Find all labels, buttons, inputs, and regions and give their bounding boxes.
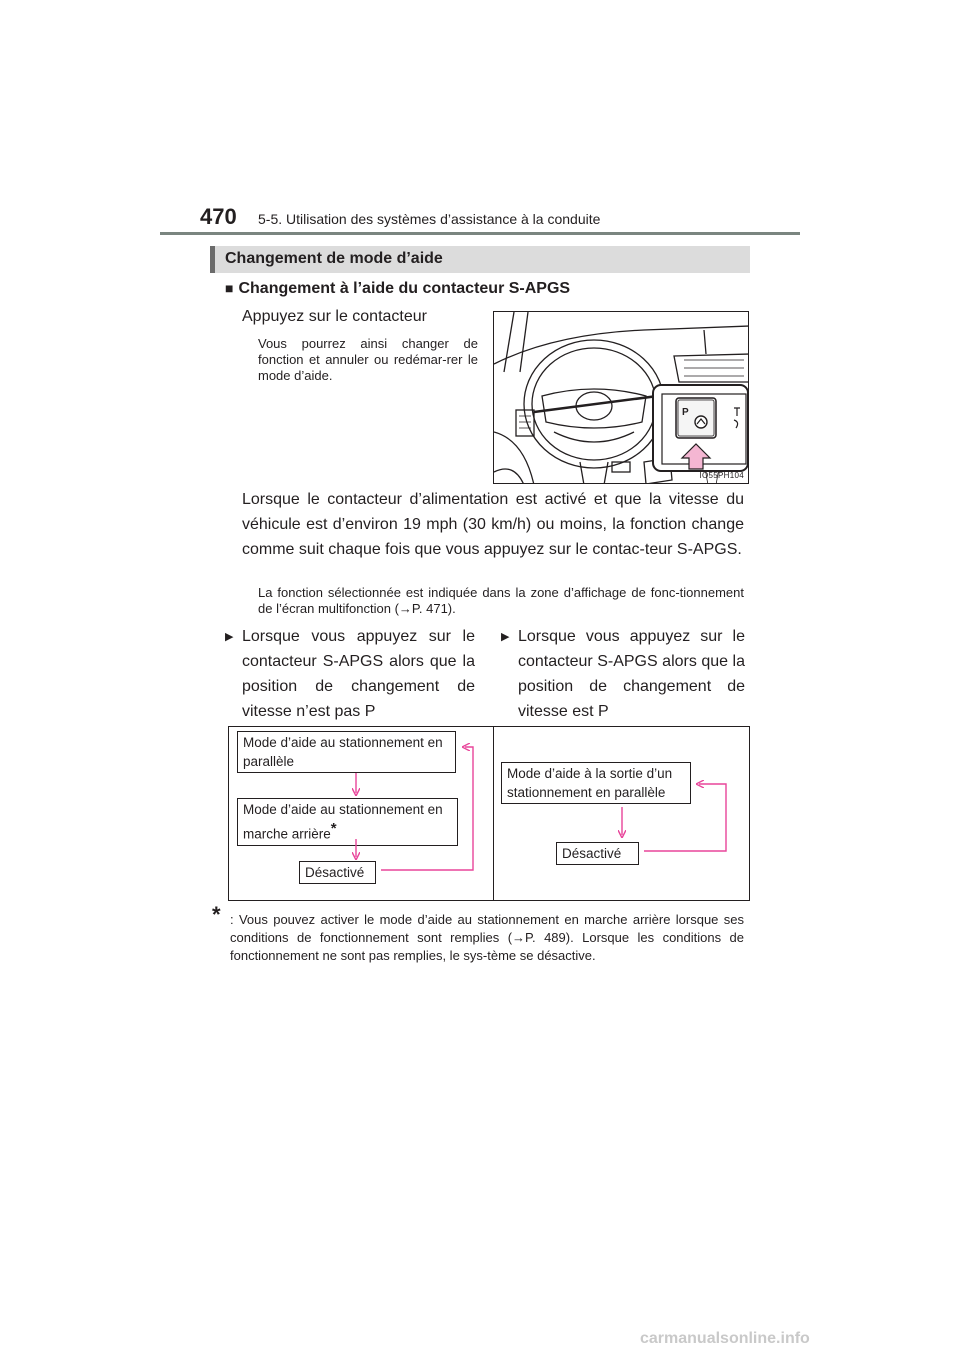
header-rule [160,232,800,235]
instruction-text: Appuyez sur le contacteur [242,308,427,325]
illustration-code: IO55PH104 [699,471,744,480]
mode-cycle-diagram [228,726,750,901]
dashboard-drawing [494,312,749,484]
watermark: carmanualsonline.info [640,1330,810,1347]
case-not-p [225,624,475,724]
svg-text:P: P [682,407,689,418]
steering-wheel-illustration [493,311,749,484]
mode-label: Mode d’aide au stationnement en marche arrière [243,802,443,842]
mode-label: Mode d’aide au stationnement en parallèle [243,735,443,769]
arrow-return-right [644,784,726,851]
page-number: 470 [200,204,237,229]
mode-label: Mode d’aide à la sortie d’un stationnement en parallèle [507,766,673,800]
section-title: Changement de mode d’aide [225,250,443,267]
body-paragraph: Lorsque le contacteur d’alimentation est activé et que la vitesse du véhicule est d’environ 19 mph (30 km/h) ou moins, la fonction change comme suit chaque fois que vous appuyez sur le contac-teur S-APGS. [242,491,744,558]
section-heading-bar [210,246,750,273]
case-p-text: Lorsque vous appuyez sur le contacteur S-APGS alors que la position de changement de vitesse est P [518,628,745,720]
square-bullet-icon: ■ [225,280,234,296]
mode-label: Désactivé [562,846,622,861]
triangle-bullet-icon: ▶ [501,631,510,643]
footnote-asterisk: * [212,902,221,927]
case-p [501,624,745,724]
asterisk-mark: * [330,820,337,837]
subsection-title: Changement à l’aide du contacteur S-APGS [238,280,571,297]
body-note: La fonction sélectionnée est indiquée dans la zone d’affichage de fonc-tionnement de l’écran multifonction (→P. 471). [258,585,744,616]
cycle-arrows [229,727,749,900]
mode-label: Désactivé [305,865,365,880]
subsection-heading [225,280,570,298]
triangle-bullet-icon: ▶ [225,631,234,643]
case-not-p-text: Lorsque vous appuyez sur le contacteur S-APGS alors que la position de changement de vitesse n’est pas P [242,628,475,720]
arrow-return-left [381,747,473,870]
running-head: 5-5. Utilisation des systèmes d’assistance à la conduite [258,211,601,227]
section-accent [210,246,215,273]
instruction-note: Vous pourrez ainsi changer de fonction et annuler ou redémar-rer le mode d’aide. [258,336,478,383]
footnote-text: : Vous pouvez activer le mode d’aide au stationnement en marche arrière lorsque ses conditions de fonctionnement sont remplies (→P. 489). Lorsque les conditions de fonctionnement ne sont pas remplies, le sys-tème se désactive. [230,912,744,963]
